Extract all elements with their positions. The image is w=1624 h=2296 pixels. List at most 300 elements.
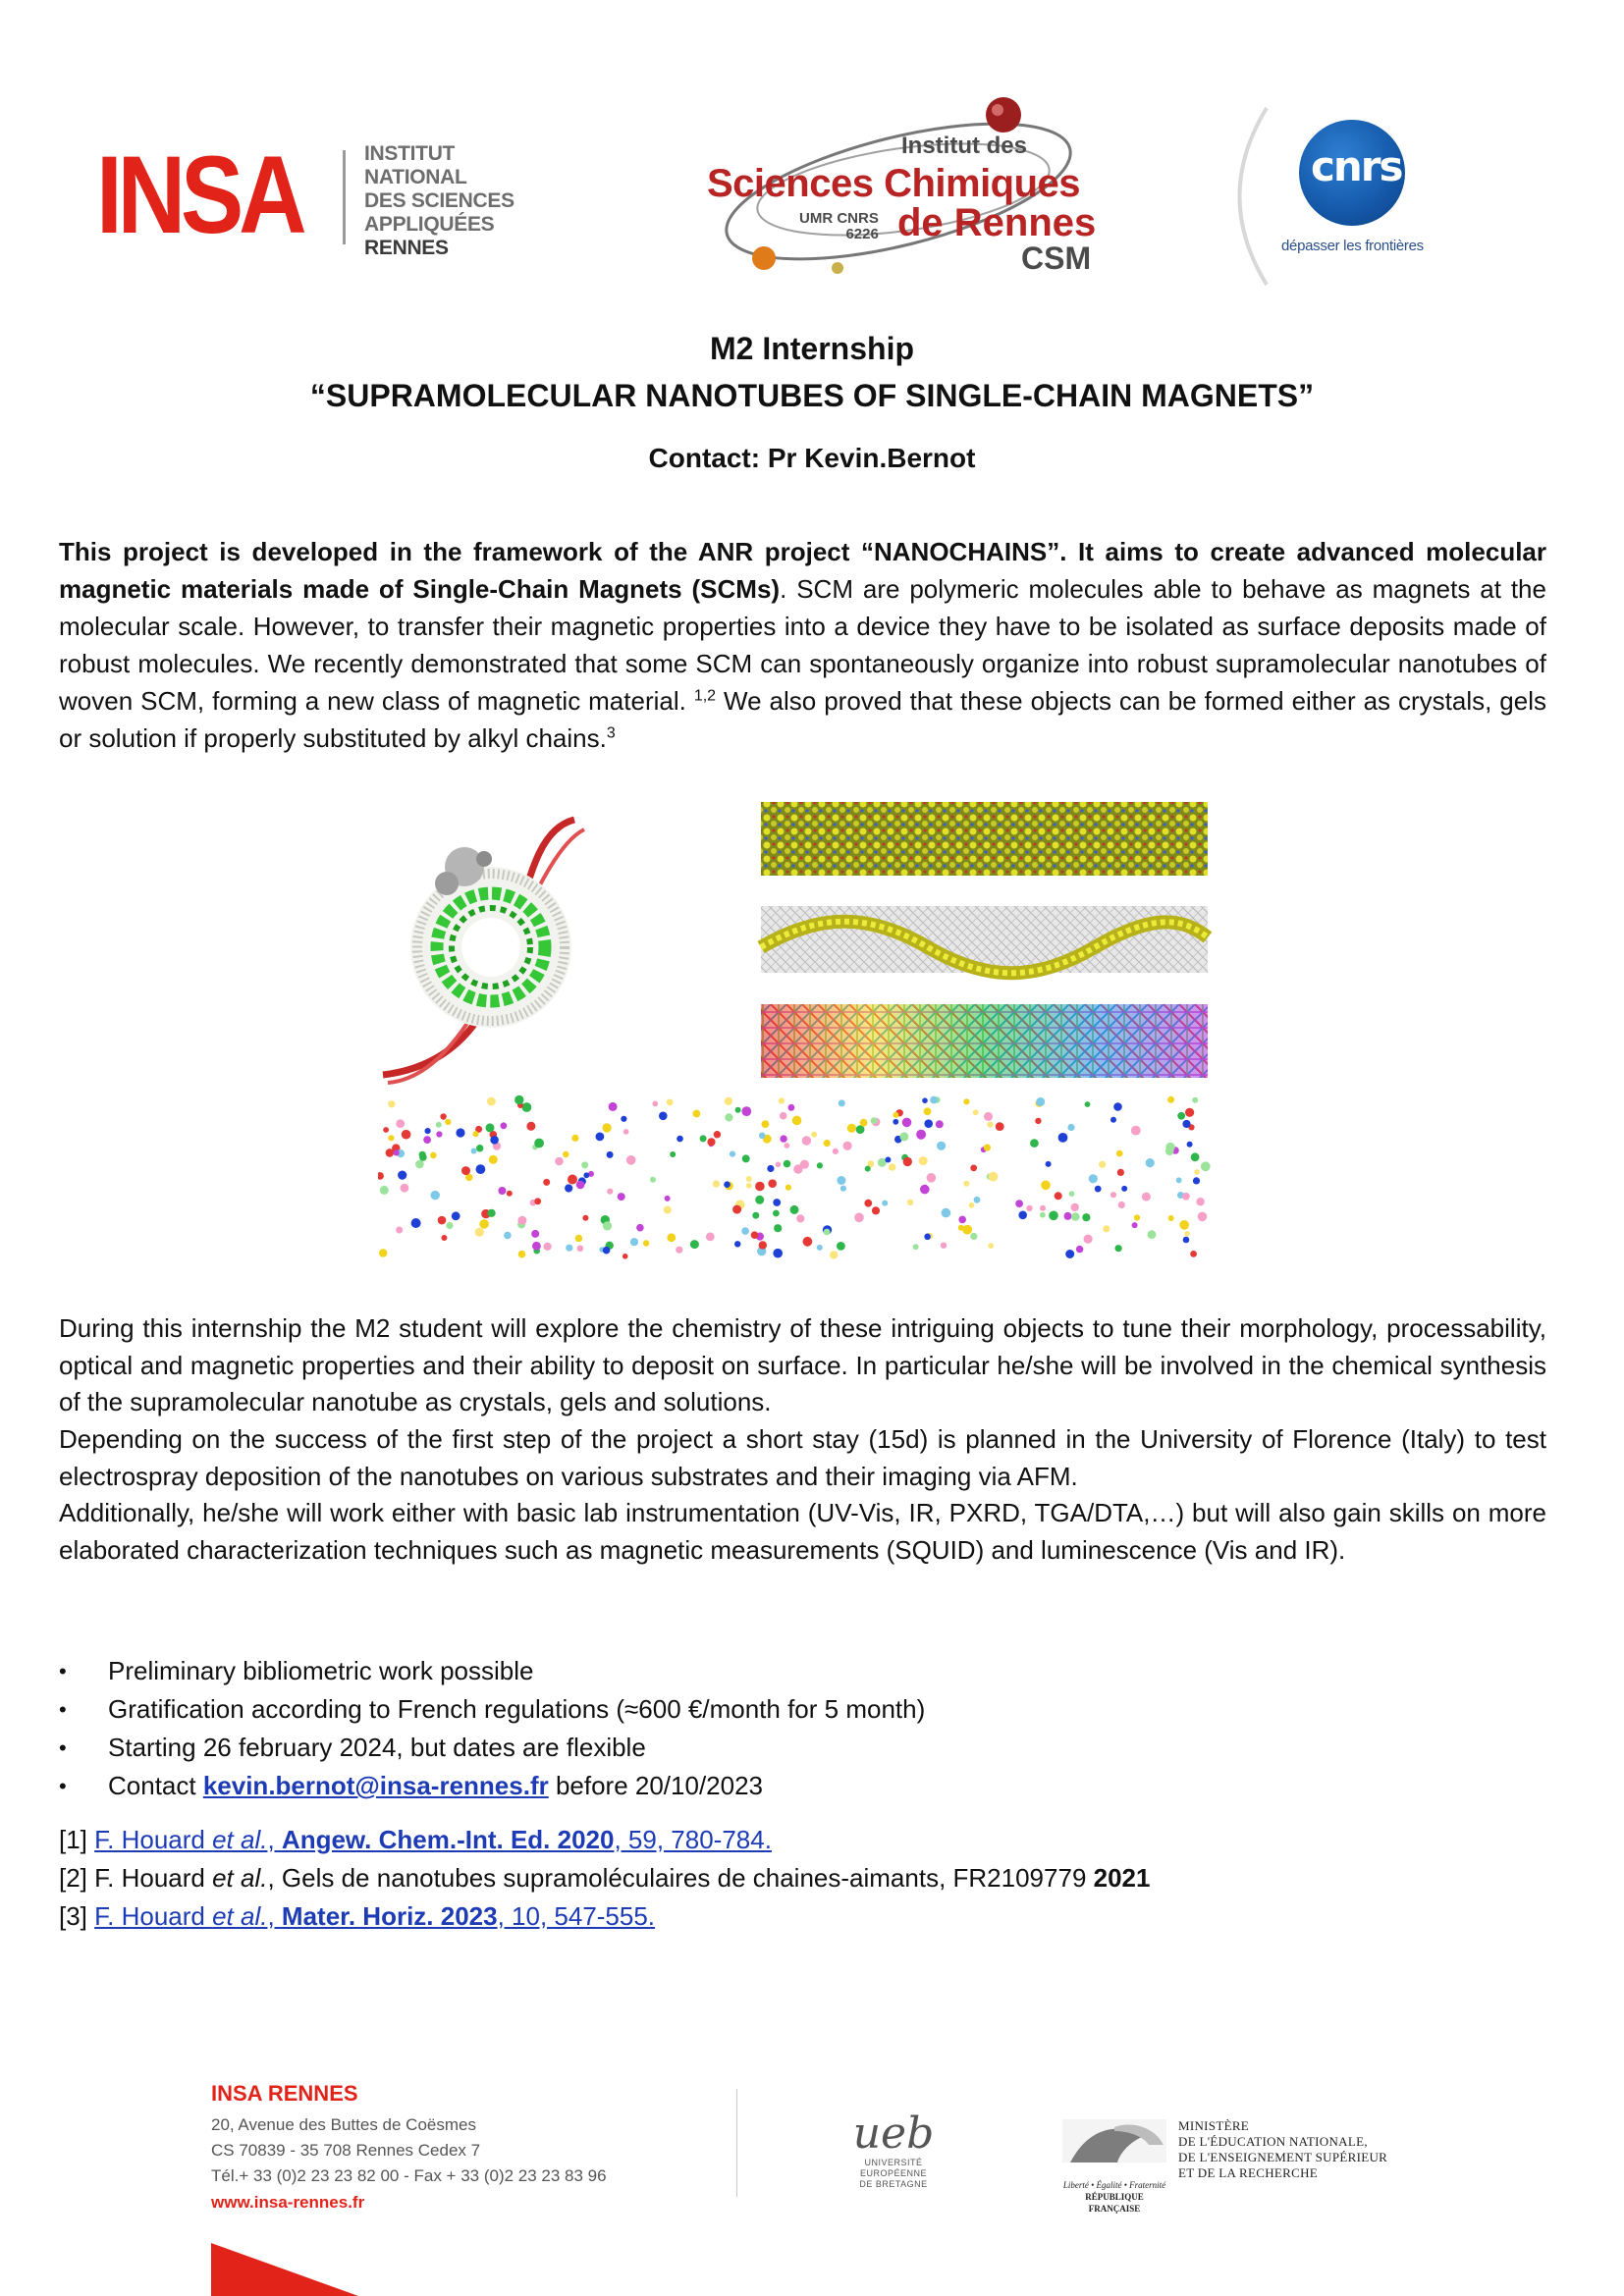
molecule-dot <box>1041 1181 1051 1191</box>
molecule-dot <box>565 1184 572 1192</box>
molecule-dot <box>713 1181 720 1188</box>
molecule-dot <box>735 1107 741 1113</box>
molecule-dot <box>817 1162 823 1168</box>
molecule-dot <box>1194 1169 1200 1175</box>
iscr-rennes-label: de Rennes <box>897 201 1097 244</box>
molecule-dot <box>636 1224 644 1232</box>
molecule-dot <box>987 1122 993 1128</box>
molecule-dot <box>543 1179 550 1186</box>
molecule-dot <box>833 1148 839 1154</box>
molecule-dot <box>916 1130 926 1140</box>
molecule-dot <box>837 1176 845 1185</box>
molecule-dot <box>419 1151 426 1158</box>
molecule-dot <box>652 1101 658 1107</box>
iscr-umr-label: UMR CNRS 6226 <box>799 210 879 242</box>
molecule-dot <box>937 1142 946 1150</box>
molecule-dot <box>522 1102 532 1112</box>
molecule-dot <box>774 1224 782 1232</box>
molecule-dot <box>1118 1201 1125 1208</box>
molecule-dot <box>759 1241 767 1249</box>
molecule-dot <box>490 1136 499 1145</box>
molecule-dot <box>431 1191 440 1200</box>
molecule-dot <box>871 1117 878 1124</box>
molecule-dot <box>690 1240 699 1249</box>
molecule-dot <box>507 1191 513 1197</box>
molecule-dot <box>659 1112 668 1121</box>
molecule-dot <box>665 1196 671 1201</box>
molecule-dot <box>984 1145 991 1151</box>
molecule-dot <box>534 1139 544 1148</box>
molecule-dot <box>970 1233 977 1240</box>
molecule-dot <box>885 1157 891 1163</box>
molecule-dot <box>498 1187 506 1195</box>
molecule-dot <box>779 1097 785 1103</box>
molecule-dot <box>1113 1102 1122 1111</box>
molecule-dot <box>438 1216 447 1225</box>
molecule-dot <box>746 1183 752 1189</box>
molecule-dot <box>924 1234 931 1241</box>
footer-divider <box>736 2089 737 2197</box>
molecule-dot <box>650 1177 656 1183</box>
molecule-dot <box>566 1245 572 1252</box>
molecule-dot <box>383 1127 389 1133</box>
molecule-dot <box>1065 1250 1074 1258</box>
molecule-dot <box>751 1231 759 1239</box>
footer-red-wedge <box>211 2243 358 2296</box>
molecule-dot <box>803 1237 813 1247</box>
molecule-dot <box>1103 1225 1110 1232</box>
molecule-dot <box>488 1209 496 1217</box>
molecule-dot <box>924 1107 932 1115</box>
molecule-dot <box>1198 1212 1208 1222</box>
cnrs-logo <box>1222 98 1517 294</box>
molecule-dot <box>386 1148 395 1157</box>
cnrs-tagline: dépasser les frontières <box>1281 238 1424 254</box>
molecule-dot <box>840 1186 846 1192</box>
molecule-dot <box>788 1104 795 1111</box>
molecule-dot <box>920 1185 930 1195</box>
footer-website-link[interactable]: www.insa-rennes.fr <box>211 2193 365 2212</box>
footer-address: INSA RENNES 20, Avenue des Buttes de Coësmes CS 70839 - 35 708 Rennes Cedex 7 Tél.+ 33 (0)2 23 23 82 00 - Fax + 33 (0)2 23 23 83 96 www.insa-rennes.fr <box>211 2081 607 2216</box>
molecule-dot <box>1146 1158 1155 1167</box>
molecule-dot <box>526 1122 535 1131</box>
molecule-dot <box>784 1160 791 1168</box>
molecule-dot <box>394 1149 400 1155</box>
molecule-dot <box>1069 1191 1075 1197</box>
molecule-dot <box>1165 1147 1174 1155</box>
molecule-dot <box>576 1181 585 1190</box>
reference-1-link[interactable]: F. Houard et al., Angew. Chem.-Int. Ed. 2020, 59, 780-784. <box>94 1825 772 1854</box>
molecule-dot <box>974 1197 981 1203</box>
molecule-dot <box>1095 1186 1102 1193</box>
molecule-dot <box>882 1201 888 1206</box>
list-item: • Preliminary bibliometric work possible <box>59 1652 1237 1690</box>
molecule-dot <box>907 1200 913 1205</box>
woven-tube-overlay <box>761 1004 1208 1078</box>
molecule-dot <box>1110 1192 1116 1198</box>
molecule-dot <box>1190 1251 1197 1257</box>
molecule-dot <box>461 1166 470 1175</box>
molecule-dot <box>667 1233 676 1242</box>
molecule-dot <box>988 1243 994 1249</box>
molecule-dot <box>1192 1097 1198 1103</box>
molecule-dot <box>531 1230 539 1238</box>
molecule-dot <box>1110 1117 1116 1123</box>
contact-email-link[interactable]: kevin.bernot@insa-rennes.fr <box>202 1771 549 1800</box>
iscr-institut-label: Institut des <box>901 133 1028 159</box>
insa-wordmark: INSA <box>96 133 302 256</box>
molecule-dot <box>514 1095 523 1104</box>
molecule-dot <box>741 1106 751 1116</box>
molecule-dot <box>755 1182 765 1192</box>
molecule-dot <box>724 1181 731 1188</box>
molecule-dot <box>396 1119 405 1128</box>
molecule-dot <box>436 1122 442 1128</box>
molecule-dot <box>396 1227 403 1234</box>
molecule-dot <box>504 1232 512 1240</box>
molecule-dot <box>941 1243 947 1249</box>
molecule-dot <box>534 1198 541 1204</box>
insa-divider <box>343 150 346 244</box>
molecule-dot <box>379 1249 387 1256</box>
ueb-logo: ueb UNIVERSITÉ EUROPÉENNE DE BRETAGNE <box>852 2109 935 2189</box>
molecule-dot <box>1167 1096 1174 1103</box>
reference-3: [3] F. Houard et al., Mater. Horiz. 2023, 10, 547-555. <box>59 1901 656 1931</box>
iscr-sciences-label: Sciences Chimiques <box>707 162 1081 205</box>
molecule-dot <box>942 1208 951 1218</box>
molecule-dot <box>746 1176 752 1182</box>
molecule-dot <box>839 1099 845 1106</box>
molecule-dot <box>824 1140 831 1147</box>
molecule-dot <box>730 1151 735 1157</box>
page-title: M2 Internship <box>709 331 914 366</box>
molecule-dot <box>811 1132 817 1138</box>
molecule-dot <box>388 1135 394 1141</box>
molecule-dot <box>785 1143 790 1148</box>
molecule-dot <box>571 1135 578 1142</box>
molecule-dot <box>860 1119 868 1127</box>
references <box>59 1821 1150 1936</box>
molecule-dot <box>603 1221 612 1230</box>
molecule-dot <box>518 1251 526 1258</box>
republique-francaise-logo: Liberté • Égalité • Fraternité RÉPUBLIQUE FRANÇAISE <box>1060 2115 1168 2204</box>
contact-heading: Contact: Pr Kevin.Bernot <box>648 443 976 473</box>
molecule-dot <box>958 1225 964 1231</box>
molecule-dot <box>568 1175 577 1185</box>
reference-3-link[interactable]: F. Houard et al., Mater. Horiz. 2023, 10, 547-555. <box>94 1901 656 1931</box>
molecule-dot <box>889 1163 896 1171</box>
molecule-dot <box>1196 1198 1204 1205</box>
molecule-dot <box>802 1136 811 1145</box>
molecule-dot <box>1049 1211 1058 1221</box>
molecule-dot <box>780 1135 786 1142</box>
molecule-dot <box>1193 1177 1200 1184</box>
molecule-dot <box>847 1124 856 1133</box>
molecule-dot <box>872 1206 880 1214</box>
molecule-dot <box>843 1142 852 1150</box>
iscr-csm-label: CSM <box>1021 240 1092 276</box>
molecule-dot <box>741 1227 749 1235</box>
molecule-dot <box>1185 1108 1194 1117</box>
molecule-dot <box>1201 1161 1211 1171</box>
citation-superscript: 1,2 <box>693 687 717 705</box>
molecule-dot <box>1082 1213 1090 1221</box>
page-subtitle: “SUPRAMOLECULAR NANOTUBES OF SINGLE-CHAIN MAGNETS” <box>309 378 1315 413</box>
molecule-dot <box>962 1225 972 1235</box>
molecule-dot <box>714 1131 721 1138</box>
molecule-dot <box>1115 1245 1122 1252</box>
molecule-dot <box>1191 1152 1200 1161</box>
molecule-dot <box>792 1116 802 1126</box>
insa-institution-text: INSTITUT NATIONAL DES SCIENCES APPLIQUÉES RENNES <box>364 142 514 259</box>
molecule-dot <box>706 1233 715 1242</box>
molecule-dot <box>582 1215 588 1221</box>
molecule-dot <box>752 1212 759 1219</box>
molecule-dot <box>1176 1177 1182 1183</box>
solution-dots <box>378 1095 1211 1259</box>
molecule-dot <box>676 1247 682 1254</box>
molecule-dot <box>618 1193 625 1201</box>
molecule-dot <box>958 1216 966 1224</box>
molecule-dot <box>773 1199 781 1206</box>
molecule-dot <box>919 1156 928 1165</box>
molecule-dot <box>452 1211 460 1220</box>
molecule-dot <box>913 1244 919 1250</box>
molecule-dot <box>1132 1222 1138 1228</box>
molecule-dot <box>1182 1193 1190 1201</box>
molecule-dot <box>924 1119 933 1128</box>
molecule-dot <box>1064 1212 1072 1220</box>
molecule-dot <box>425 1128 431 1134</box>
molecule-dot <box>677 1136 683 1143</box>
marianne-emblem <box>1060 2115 1168 2174</box>
molecule-dot <box>1134 1214 1140 1220</box>
molecule-dot <box>854 1213 864 1223</box>
molecule-dot <box>700 1135 707 1142</box>
molecule-dot <box>732 1205 741 1214</box>
molecule-dot <box>865 1166 871 1172</box>
molecule-dot <box>430 1152 437 1159</box>
molecule-dot <box>630 1238 638 1246</box>
molecule-dot <box>643 1240 649 1246</box>
molecule-dot <box>725 1097 732 1105</box>
list-item: • Contact kevin.bernot@insa-rennes.fr before 20/10/2023 <box>59 1767 1237 1805</box>
molecule-dot <box>773 1249 783 1258</box>
molecule-dot <box>471 1148 477 1154</box>
molecule-dot <box>476 1145 483 1151</box>
molecule-dot <box>1121 1186 1127 1192</box>
molecule-dot <box>575 1235 583 1243</box>
molecule-dot <box>1089 1174 1098 1183</box>
molecule-dot <box>893 1119 898 1125</box>
molecule-dot <box>446 1222 453 1229</box>
molecule-dot <box>1099 1161 1106 1168</box>
molecule-dot <box>767 1165 774 1172</box>
molecule-dot <box>398 1171 406 1180</box>
molecule-dot <box>436 1131 442 1137</box>
molecule-dot <box>899 1132 908 1141</box>
molecule-dot <box>401 1184 409 1193</box>
molecule-dot <box>441 1235 447 1241</box>
molecule-dot <box>621 1116 626 1122</box>
molecule-dot <box>581 1161 588 1168</box>
molecule-dot <box>664 1206 672 1214</box>
molecule-dot <box>532 1242 541 1251</box>
molecule-dot <box>824 1229 831 1236</box>
molecule-dot <box>742 1154 750 1162</box>
molecule-dot <box>996 1122 1004 1131</box>
reference-2: [2] F. Houard et al., Gels de nanotubes supramoléculaires de chaines-aimants, FR2109779 2021 <box>59 1863 1151 1893</box>
molecule-dot <box>456 1128 464 1137</box>
molecule-dot <box>476 1164 486 1174</box>
molecule-dot <box>1015 1200 1023 1207</box>
molecule-dot <box>1179 1220 1189 1230</box>
intro-paragraph: This project is developed in the framework of the ANR project “NANOCHAINS”. It aims to create advanced molecular magnetic materials made of Single-Chain Magnets (SCMs). SCM are polymeric molecules able to behave as magnets at the molecular scale. However, to transfer their magnetic properties into a device they have to be isolated as surface deposits made of robust molecules. We recently demonstrated that some SCM can spontaneously organize into robust supramolecular nanotubes of woven SCM, forming a new class of magnetic material. $^{1,2}$ We also proved that these objects can be formed either as crystals, gels or solution if properly substituted by alkyl chains.$^3$ <box>59 537 1547 753</box>
list-item: • Starting 26 february 2024, but dates are flexible <box>59 1729 1237 1767</box>
molecule-dot <box>973 1109 979 1115</box>
molecule-dot <box>423 1136 431 1144</box>
molecule-dot <box>1026 1205 1032 1211</box>
molecule-dot <box>596 1133 605 1142</box>
molecule-dot <box>1071 1203 1079 1211</box>
molecule-dot <box>922 1097 928 1103</box>
molecule-dot <box>902 1118 912 1128</box>
citation-superscript: 3 <box>606 724 616 742</box>
molecule-dot <box>1177 1112 1185 1120</box>
cnrs-wordmark: cnrs <box>1311 142 1402 190</box>
molecule-dot <box>984 1112 993 1121</box>
molecule-dot <box>790 1205 799 1214</box>
molecule-dot <box>936 1120 944 1128</box>
molecule-dot <box>378 1172 384 1180</box>
molecule-dot <box>893 1112 898 1118</box>
molecule-dot <box>388 1100 395 1107</box>
molecule-dot <box>800 1160 809 1169</box>
footer-org-name: INSA RENNES <box>211 2081 358 2106</box>
molecule-dot <box>1076 1246 1083 1253</box>
molecule-dot <box>768 1179 777 1188</box>
molecule-dot <box>1183 1237 1190 1244</box>
molecule-dot <box>830 1251 838 1258</box>
molecule-dot <box>623 1254 628 1259</box>
molecule-dot <box>623 1129 629 1135</box>
molecule-dot <box>501 1122 508 1129</box>
molecule-dot <box>930 1096 938 1104</box>
molecule-dot <box>969 1202 975 1208</box>
molecule-dot <box>555 1157 564 1166</box>
molecule-dot <box>607 1189 613 1195</box>
body-paragraph-2: Depending on the success of the first step of the project a short stay (15d) is planned in the University of Florence (Italy) to test electrospray deposition of the nanotubes on various substrates and their imaging via AFM. <box>59 1424 1546 1491</box>
insa-logo <box>96 133 548 259</box>
molecule-dot <box>544 1243 552 1251</box>
molecule-dot <box>667 1099 674 1106</box>
molecule-dot <box>1148 1230 1157 1239</box>
crystal-panel <box>761 802 1208 876</box>
molecule-dot <box>670 1151 676 1157</box>
ministry-label: MINISTÈRE DE L'ÉDUCATION NATIONALE, DE L'ENSEIGNEMENT SUPÉRIEUR ET DE LA RECHERCHE <box>1178 2118 1388 2180</box>
molecule-dot <box>693 1110 701 1118</box>
body-paragraph-3: Additionally, he/she will work either with basic lab instrumentation (UV-Vis, IR, PXRD, TGA/DTA,…) but will also gain skills on more elaborated characterization techniques such as magnetic measurements (SQUID) and luminescence (Vis and IR). <box>59 1498 1546 1565</box>
molecule-dot <box>1036 1097 1045 1106</box>
molecule-dot <box>487 1097 496 1106</box>
molecule-dot <box>1116 1150 1123 1157</box>
molecule-dot <box>1187 1142 1193 1148</box>
molecule-dot <box>1117 1169 1124 1176</box>
molecule-dot <box>817 1245 823 1251</box>
molecule-dot <box>927 1173 937 1183</box>
molecule-dot <box>402 1130 411 1140</box>
molecule-dot <box>963 1181 969 1187</box>
molecule-dot <box>563 1151 568 1157</box>
molecule-dot <box>1131 1126 1141 1136</box>
molecule-dot <box>780 1112 787 1120</box>
reference-1: [1] F. Houard et al., Angew. Chem.-Int. Ed. 2020, 59, 780-784. <box>59 1825 772 1854</box>
molecule-dot <box>1018 1211 1027 1220</box>
molecule-dot <box>963 1098 969 1104</box>
molecule-dot <box>415 1160 424 1169</box>
molecule-dot <box>411 1218 421 1228</box>
iscr-logo <box>697 93 1119 285</box>
molecule-dot <box>472 1131 478 1137</box>
molecule-dot <box>1168 1215 1174 1221</box>
molecule-dot <box>776 1162 782 1168</box>
molecule-dot <box>903 1157 912 1166</box>
list-item: • Gratification according to French regulations (≈600 €/month for 5 month) <box>59 1690 1237 1729</box>
molecule-dot <box>1046 1161 1052 1167</box>
molecule-dot <box>577 1246 584 1253</box>
molecule-dot <box>1184 1231 1190 1237</box>
body-paragraph-1: During this internship the M2 student will explore the chemistry of these intriguing objects to tune their morphology, processability, optical and magnetic properties and their ability to deposit on surface. In particular he/she will be involved in the chemical synthesis of the supramolecular nanotube as crystals, gels and solutions. <box>59 1313 1546 1416</box>
molecule-dot <box>773 1210 780 1217</box>
molecule-dot <box>626 1155 636 1165</box>
molecule-dot <box>1182 1120 1190 1128</box>
intro-bold-text: This project is developed in the framework of the ANR project “NANOCHAINS”. It aims to create advanced molecular magnetic materials made of Single-Chain Magnets (SCMs) <box>59 537 1546 604</box>
molecule-dot <box>603 1247 611 1255</box>
molecule-dot <box>609 1102 618 1111</box>
molecule-dot <box>380 1186 389 1195</box>
molecule-dot <box>762 1120 770 1128</box>
molecule-dot <box>479 1219 489 1229</box>
molecule-dot <box>864 1200 872 1207</box>
molecule-dot <box>1030 1139 1039 1148</box>
molecule-dot <box>517 1216 526 1225</box>
molecule-dot <box>486 1123 495 1132</box>
molecule-dot <box>583 1172 589 1178</box>
molecule-dot <box>755 1196 764 1204</box>
molecule-dot <box>1085 1101 1091 1107</box>
molecule-dot <box>489 1155 498 1164</box>
molecule-dot <box>725 1113 732 1121</box>
molecule-dot <box>970 1165 977 1172</box>
info-bullet-list <box>59 1652 1237 1805</box>
molecule-dot <box>440 1113 446 1119</box>
molecule-dot <box>1071 1212 1080 1221</box>
molecule-dot <box>607 1151 614 1158</box>
molecule-dot <box>1035 1118 1041 1124</box>
molecule-dot <box>475 1228 484 1237</box>
molecule-dot <box>989 1172 999 1182</box>
molecule-dot <box>707 1138 715 1146</box>
molecule-dot <box>1055 1192 1062 1200</box>
molecule-dot <box>785 1185 791 1191</box>
molecule-dot <box>1040 1212 1046 1218</box>
molecule-dot <box>759 1133 766 1140</box>
molecule-dot <box>837 1242 845 1251</box>
molecule-dot <box>1067 1124 1074 1131</box>
molecule-dot <box>602 1123 611 1132</box>
molecule-dot <box>1040 1205 1046 1211</box>
molecule-dot <box>1084 1235 1093 1244</box>
